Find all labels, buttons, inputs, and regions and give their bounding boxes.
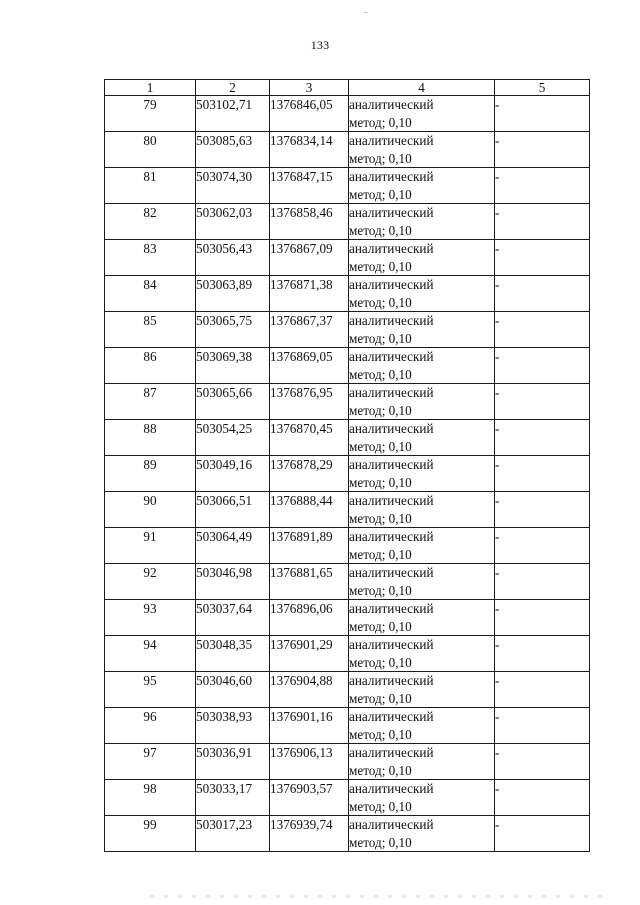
- method-line-2: метод; 0,10: [349, 690, 412, 706]
- method-line-1: аналитический: [349, 385, 434, 400]
- description-cell: -: [495, 528, 590, 564]
- method-line-2: метод; 0,10: [349, 474, 412, 490]
- x-coordinate-cell: 503054,25: [196, 420, 270, 456]
- x-coordinate-cell: 503049,16: [196, 456, 270, 492]
- point-number-cell: 93: [105, 600, 196, 636]
- method-line-1: аналитический: [349, 133, 434, 148]
- table-body: [105, 96, 590, 852]
- method-line-2: метод; 0,10: [349, 798, 412, 814]
- method-line-2: метод; 0,10: [349, 114, 412, 130]
- method-line-2: метод; 0,10: [349, 330, 412, 346]
- method-line-2: метод; 0,10: [349, 654, 412, 670]
- x-coordinate-cell: 503102,71: [196, 96, 270, 132]
- point-number-cell: 86: [105, 348, 196, 384]
- method-line-2: метод; 0,10: [349, 546, 412, 562]
- y-coordinate-cell: 1376901,29: [270, 636, 349, 672]
- y-coordinate-cell: 1376906,13: [270, 744, 349, 780]
- method-cell: [349, 348, 495, 384]
- y-coordinate-cell: 1376870,45: [270, 420, 349, 456]
- table-row: [105, 600, 590, 636]
- x-coordinate-cell: 503065,66: [196, 384, 270, 420]
- table-row: [105, 456, 590, 492]
- description-cell: -: [495, 708, 590, 744]
- method-line-1: аналитический: [349, 277, 434, 292]
- point-number-cell: 82: [105, 204, 196, 240]
- method-line-1: аналитический: [349, 97, 434, 112]
- method-line-1: аналитический: [349, 673, 434, 688]
- point-number-cell: 99: [105, 816, 196, 852]
- table-row: [105, 312, 590, 348]
- scan-bottom-noise: [150, 895, 610, 898]
- method-line-2: метод; 0,10: [349, 294, 412, 310]
- x-coordinate-cell: 503017,23: [196, 816, 270, 852]
- point-number-cell: 97: [105, 744, 196, 780]
- method-line-1: аналитический: [349, 421, 434, 436]
- point-number-cell: 92: [105, 564, 196, 600]
- table-row: [105, 420, 590, 456]
- description-cell: -: [495, 348, 590, 384]
- table-row: [105, 132, 590, 168]
- description-cell: -: [495, 816, 590, 852]
- y-coordinate-cell: 1376878,29: [270, 456, 349, 492]
- table-row: [105, 276, 590, 312]
- coordinates-table: [104, 79, 590, 852]
- header-cell-description: 5: [495, 80, 590, 96]
- point-number-cell: 96: [105, 708, 196, 744]
- method-line-1: аналитический: [349, 817, 434, 832]
- table-header-row: [105, 80, 590, 96]
- point-number-cell: 94: [105, 636, 196, 672]
- y-coordinate-cell: 1376834,14: [270, 132, 349, 168]
- x-coordinate-cell: 503069,38: [196, 348, 270, 384]
- table-row: [105, 240, 590, 276]
- table-row: [105, 636, 590, 672]
- table-row: [105, 96, 590, 132]
- table-row: [105, 744, 590, 780]
- method-cell: [349, 672, 495, 708]
- y-coordinate-cell: 1376847,15: [270, 168, 349, 204]
- method-line-1: аналитический: [349, 781, 434, 796]
- method-line-2: метод; 0,10: [349, 186, 412, 202]
- method-cell: [349, 312, 495, 348]
- description-cell: -: [495, 96, 590, 132]
- method-cell: [349, 168, 495, 204]
- method-cell: [349, 708, 495, 744]
- method-line-1: аналитический: [349, 637, 434, 652]
- method-cell: [349, 600, 495, 636]
- y-coordinate-cell: 1376901,16: [270, 708, 349, 744]
- y-coordinate-cell: 1376904,88: [270, 672, 349, 708]
- method-cell: [349, 528, 495, 564]
- method-line-2: метод; 0,10: [349, 618, 412, 634]
- method-line-1: аналитический: [349, 709, 434, 724]
- point-number-cell: 84: [105, 276, 196, 312]
- description-cell: -: [495, 600, 590, 636]
- header-cell-method: 4: [349, 80, 495, 96]
- y-coordinate-cell: 1376891,89: [270, 528, 349, 564]
- description-cell: -: [495, 240, 590, 276]
- y-coordinate-cell: 1376939,74: [270, 816, 349, 852]
- method-line-1: аналитический: [349, 565, 434, 580]
- description-cell: -: [495, 420, 590, 456]
- y-coordinate-cell: 1376871,38: [270, 276, 349, 312]
- y-coordinate-cell: 1376881,65: [270, 564, 349, 600]
- description-cell: -: [495, 168, 590, 204]
- x-coordinate-cell: 503065,75: [196, 312, 270, 348]
- header-cell-y-coordinate: 3: [270, 80, 349, 96]
- table-row: [105, 708, 590, 744]
- method-line-1: аналитический: [349, 529, 434, 544]
- method-line-1: аналитический: [349, 313, 434, 328]
- method-line-1: аналитический: [349, 205, 434, 220]
- method-line-1: аналитический: [349, 457, 434, 472]
- description-cell: -: [495, 204, 590, 240]
- point-number-cell: 95: [105, 672, 196, 708]
- y-coordinate-cell: 1376867,09: [270, 240, 349, 276]
- method-cell: [349, 276, 495, 312]
- x-coordinate-cell: 503062,03: [196, 204, 270, 240]
- method-line-2: метод; 0,10: [349, 582, 412, 598]
- description-cell: -: [495, 456, 590, 492]
- x-coordinate-cell: 503046,60: [196, 672, 270, 708]
- method-cell: [349, 816, 495, 852]
- point-number-cell: 80: [105, 132, 196, 168]
- y-coordinate-cell: 1376896,06: [270, 600, 349, 636]
- header-cell-point-number: 1: [105, 80, 196, 96]
- method-line-1: аналитический: [349, 349, 434, 364]
- table-row: [105, 528, 590, 564]
- point-number-cell: 85: [105, 312, 196, 348]
- table-row: [105, 168, 590, 204]
- method-line-2: метод; 0,10: [349, 834, 412, 850]
- point-number-cell: 83: [105, 240, 196, 276]
- y-coordinate-cell: 1376846,05: [270, 96, 349, 132]
- method-line-2: метод; 0,10: [349, 438, 412, 454]
- y-coordinate-cell: 1376903,57: [270, 780, 349, 816]
- description-cell: -: [495, 744, 590, 780]
- table-row: [105, 672, 590, 708]
- page-number: 133: [310, 38, 330, 52]
- y-coordinate-cell: 1376876,95: [270, 384, 349, 420]
- table-row: [105, 780, 590, 816]
- x-coordinate-cell: 503066,51: [196, 492, 270, 528]
- description-cell: -: [495, 132, 590, 168]
- method-line-2: метод; 0,10: [349, 510, 412, 526]
- x-coordinate-cell: 503074,30: [196, 168, 270, 204]
- point-number-cell: 88: [105, 420, 196, 456]
- method-line-1: аналитический: [349, 169, 434, 184]
- method-line-2: метод; 0,10: [349, 726, 412, 742]
- description-cell: -: [495, 780, 590, 816]
- description-cell: -: [495, 312, 590, 348]
- description-cell: -: [495, 672, 590, 708]
- x-coordinate-cell: 503056,43: [196, 240, 270, 276]
- header-cell-x-coordinate: 2: [196, 80, 270, 96]
- point-number-cell: 98: [105, 780, 196, 816]
- method-cell: [349, 240, 495, 276]
- scan-speck: [365, 12, 367, 13]
- description-cell: -: [495, 564, 590, 600]
- method-line-1: аналитический: [349, 493, 434, 508]
- x-coordinate-cell: 503037,64: [196, 600, 270, 636]
- point-number-cell: 81: [105, 168, 196, 204]
- x-coordinate-cell: 503064,49: [196, 528, 270, 564]
- method-cell: [349, 780, 495, 816]
- method-line-2: метод; 0,10: [349, 222, 412, 238]
- method-cell: [349, 636, 495, 672]
- table-row: [105, 204, 590, 240]
- table-row: [105, 384, 590, 420]
- method-cell: [349, 96, 495, 132]
- method-line-2: метод; 0,10: [349, 366, 412, 382]
- method-line-2: метод; 0,10: [349, 402, 412, 418]
- point-number-cell: 89: [105, 456, 196, 492]
- description-cell: -: [495, 492, 590, 528]
- table-row: [105, 816, 590, 852]
- method-cell: [349, 456, 495, 492]
- x-coordinate-cell: 503085,63: [196, 132, 270, 168]
- method-cell: [349, 492, 495, 528]
- description-cell: -: [495, 636, 590, 672]
- x-coordinate-cell: 503046,98: [196, 564, 270, 600]
- method-cell: [349, 384, 495, 420]
- x-coordinate-cell: 503048,35: [196, 636, 270, 672]
- method-line-2: метод; 0,10: [349, 150, 412, 166]
- y-coordinate-cell: 1376858,46: [270, 204, 349, 240]
- method-cell: [349, 132, 495, 168]
- method-line-1: аналитический: [349, 601, 434, 616]
- point-number-cell: 79: [105, 96, 196, 132]
- method-cell: [349, 564, 495, 600]
- method-cell: [349, 420, 495, 456]
- description-cell: -: [495, 276, 590, 312]
- table-row: [105, 348, 590, 384]
- y-coordinate-cell: 1376869,05: [270, 348, 349, 384]
- y-coordinate-cell: 1376888,44: [270, 492, 349, 528]
- point-number-cell: 90: [105, 492, 196, 528]
- point-number-cell: 91: [105, 528, 196, 564]
- method-line-1: аналитический: [349, 241, 434, 256]
- method-line-2: метод; 0,10: [349, 258, 412, 274]
- method-cell: [349, 744, 495, 780]
- point-number-cell: 87: [105, 384, 196, 420]
- table-row: [105, 492, 590, 528]
- x-coordinate-cell: 503038,93: [196, 708, 270, 744]
- method-cell: [349, 204, 495, 240]
- method-line-2: метод; 0,10: [349, 762, 412, 778]
- x-coordinate-cell: 503063,89: [196, 276, 270, 312]
- method-line-1: аналитический: [349, 745, 434, 760]
- table-row: [105, 564, 590, 600]
- description-cell: -: [495, 384, 590, 420]
- y-coordinate-cell: 1376867,37: [270, 312, 349, 348]
- x-coordinate-cell: 503036,91: [196, 744, 270, 780]
- x-coordinate-cell: 503033,17: [196, 780, 270, 816]
